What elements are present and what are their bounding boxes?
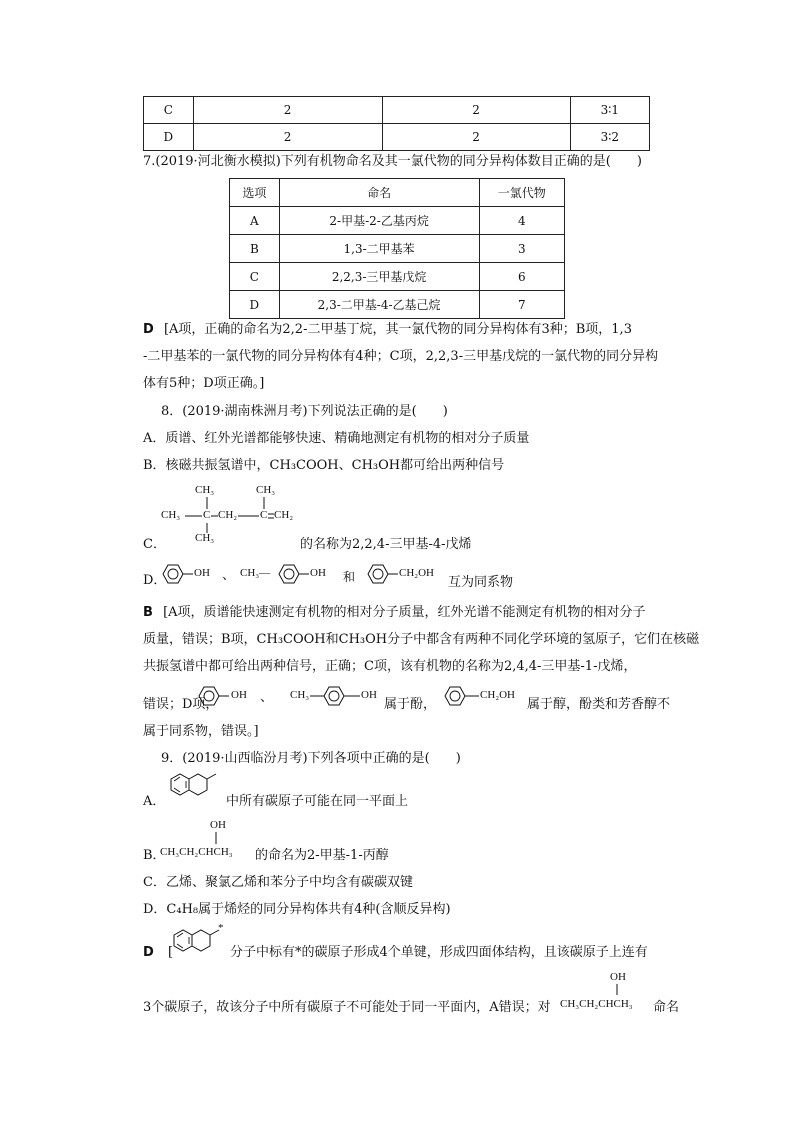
q9-stem: 9．(2019·山西临汾月考)下列各项中正确的是( ) [161,751,461,766]
table-cell: 2 [382,97,570,124]
table-cell: A [230,207,280,235]
q8-option-c-text: 的名称为2,2,4-三甲基-4-戊烯 [300,537,472,552]
chem-label: OH [231,689,247,701]
q8-answer: B [143,605,153,620]
q7-explanation-line: 体有5种；D项正确。] [143,376,265,391]
top-table [143,96,650,151]
table-cell: C [144,97,194,124]
table-header: 选项 [230,179,280,207]
q7-explanation-line: -二甲基苯的一氯代物的同分异构体有4种；C项，2,2,3-三甲基戊烷的一氯代物的同分异构 [143,349,659,364]
q8-option-d-label: D． [143,573,167,588]
table-cell: 3 [479,235,564,263]
chem-label: CH₃ [256,484,276,496]
chem-label: CH₂ [274,509,294,521]
table-cell: 2-甲基-2-乙基丙烷 [279,207,479,235]
table-cell: B [230,235,280,263]
chem-label: CH₃CH₂CHCH₃ [560,998,633,1010]
separator: 、 [260,690,274,705]
table-header: 一氯代物 [479,179,564,207]
chem-label: OH [610,971,626,983]
q7-table [229,178,565,319]
table-cell: 3∶2 [570,124,649,151]
q8-explanation-text: 错误；D项， [143,697,219,712]
q9-option-b-text: 的命名为2-甲基-1-丙醇 [255,848,389,863]
q9-option-b-label: B． [143,848,166,863]
table-cell: 7 [479,291,564,319]
chem-label: CH₃ [290,689,310,701]
chem-label: C [203,509,211,521]
chem-label: CH₃ [195,484,215,496]
table-cell: 2,2,3-三甲基戊烷 [279,263,479,291]
chem-label: CH₂OH [399,567,435,579]
q9-option-d: D．C₄H₈属于烯烃的同分异构体共有4种(含顺反异构) [143,902,451,917]
table-cell: 2 [193,97,382,124]
table-cell: 6 [479,263,564,291]
asterisk-mark: * [218,922,224,934]
chem-label: OH [310,567,326,579]
q8-explanation-line: 共振氢谱中都可给出两种信号，正确；C项，该有机物的名称为2,4,4-三甲基-1-戊烯， [143,659,637,674]
separator: 、 [222,568,236,583]
q9-explanation-bracket: [ [167,945,174,960]
q7-stem: 7.(2019·河北衡水模拟)下列有机物命名及其一氯代物的同分异构体数目正确的是( ) [143,154,642,169]
q9-answer: D [143,945,154,960]
q9-explanation-line: 分子中标有*的碳原子形成4个单键，形成四面体结构，且该碳原子上连有 [230,945,648,960]
table-cell: D [230,291,280,319]
q8-explanation-line: [A项，质谱能快速测定有机物的相对分子质量，红外光谱不能测定有机物的相对分子 [163,605,646,620]
table-cell: C [230,263,280,291]
chem-label: CH₃CH₂CHCH₃ [160,846,233,858]
q9-explanation-text: 命名 [653,1000,680,1015]
chem-label: CH₂ [218,509,238,521]
q9-option-c: C．乙烯、聚氯乙烯和苯分子中均含有碳碳双键 [143,875,413,890]
table-cell: 3∶1 [570,97,649,124]
chem-label: OH [194,567,210,579]
conjunction: 和 [343,570,356,584]
q8-option-d-text: 互为同系物 [448,575,514,590]
q7-answer: D [143,322,154,337]
chem-label: CH₃ [161,509,181,521]
q8-explanation-line: 属于同系物，错误。] [143,724,259,739]
q8-option-b: B．核磁共振氢谱中，CH₃COOH、CH₃OH都可给出两种信号 [143,458,505,473]
q8-explanation-line: 质量，错误；B项，CH₃COOH和CH₃OH分子中都含有两种不同化学环境的氢原子，它们在核磁 [143,632,700,647]
table-cell: 4 [479,207,564,235]
table-header: 命名 [279,179,479,207]
table-cell: 2 [193,124,382,151]
q9-option-a-label: A． [143,794,166,809]
bond-lines [0,0,1,1]
q8-stem: 8．(2019·湖南株洲月考)下列说法正确的是( ) [161,404,448,419]
chem-label: CH₃— [240,567,271,579]
q9-option-a-text: 中所有碳原子可能在同一平面上 [226,794,409,809]
chem-label: OH [210,819,226,831]
chem-label: OH [361,689,377,701]
table-cell: 2,3-二甲基-4-乙基己烷 [279,291,479,319]
chem-label: C [260,509,268,521]
chem-label: CH₂OH [480,689,516,701]
chem-label: CH₃ [195,532,215,544]
table-cell: 2 [382,124,570,151]
q8-option-a: A．质谱、红外光谱都能够快速、精确地测定有机物的相对分子质量 [143,431,530,446]
q7-explanation-line: [A项，正确的命名为2,2-二甲基丁烷，其一氯代物的同分异构体有3种；B项，1,3 [163,322,632,337]
q8-explanation-text: 属于醇，酚类和芳香醇不 [527,697,671,712]
q9-explanation-line: 3个碳原子，故该分子中所有碳原子不可能处于同一平面内，A错误；对 [143,1000,551,1015]
table-cell: D [144,124,194,151]
q8-option-c-label: C． [143,537,166,552]
q8-explanation-text: 属于酚， [384,697,437,712]
table-cell: 1,3-二甲基苯 [279,235,479,263]
